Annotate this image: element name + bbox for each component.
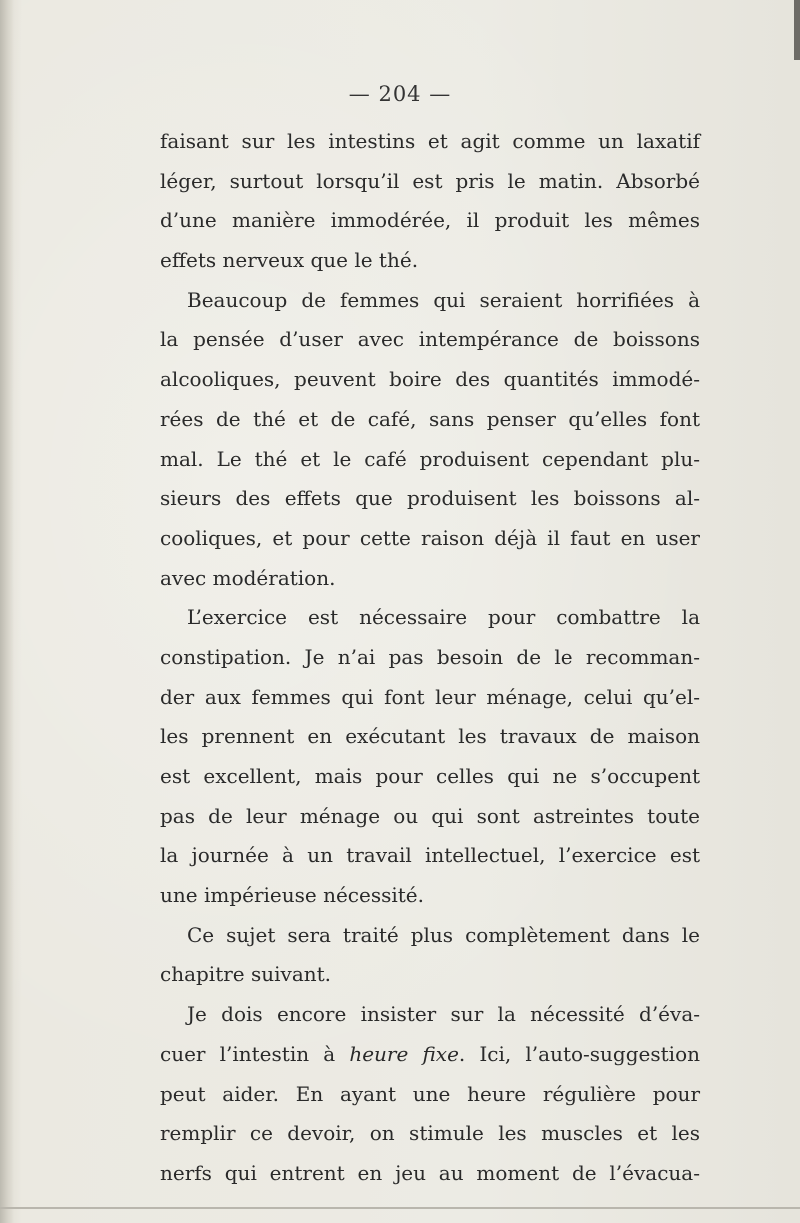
text-line: d’une manière immodérée, il produit les mêmes	[160, 208, 700, 233]
page-corner-mark	[794, 0, 800, 60]
text-line: mal. Le thé et le café produisent cependant plu-	[160, 446, 700, 471]
text-line: faisant sur les intestins et agit comme un laxatif	[160, 129, 700, 153]
text-line: les prennent en exécutant les travaux de maison	[160, 724, 700, 749]
text-segment: cuer l’intestin à	[160, 1041, 350, 1066]
text-line: la journée à un travail intellectuel, l’exercice est	[160, 843, 700, 868]
text-line: léger, surtout lorsqu’il est pris le matin. Absorbé	[160, 168, 700, 193]
text-line: sieurs des effets que produisent les boissons al-	[160, 486, 700, 511]
text-line: une impérieuse nécessité.	[160, 883, 424, 908]
text-line: pas de leur ménage ou qui sont astreintes toute	[160, 803, 700, 828]
text-line: alcooliques, peuvent boire des quantités immodé-	[160, 367, 700, 392]
text-line-with-italic	[160, 1035, 700, 1075]
text-line: L’exercice est nécessaire pour combattre la	[187, 605, 700, 630]
text-line: peut aider. En ayant une heure régulière pour	[160, 1081, 700, 1106]
text-line: est excellent, mais pour celles qui ne s’occupent	[160, 764, 700, 788]
text-line: rées de thé et de café, sans penser qu’elles font	[160, 406, 700, 431]
text-line: effets nerveux que le thé.	[160, 248, 419, 273]
page-bottom-edge	[0, 1207, 800, 1209]
text-segment: . Ici, l’auto-suggestion	[458, 1041, 700, 1066]
text-line: avec modération.	[160, 565, 336, 590]
text-line: nerfs qui entrent en jeu au moment de l’évacua-	[160, 1160, 700, 1185]
body-text	[160, 122, 700, 1194]
page-number-header: — 204 —	[348, 82, 452, 106]
italic-phrase: heure fixe	[349, 1041, 459, 1066]
text-line: Ce sujet sera traité plus complètement dans le	[187, 922, 700, 947]
text-line: der aux femmes qui font leur ménage, celui qu’el-	[160, 684, 700, 709]
text-line: Beaucoup de femmes qui seraient horrifiées à	[187, 287, 700, 312]
text-line: Je dois encore insister sur la nécessité d’éva-	[187, 1002, 700, 1027]
text-line: remplir ce devoir, on stimule les muscles et les	[160, 1121, 700, 1146]
text-line: chapitre suivant.	[160, 962, 332, 987]
text-line: la pensée d’user avec intempérance de boissons	[160, 327, 700, 352]
page-binding-edge	[0, 0, 14, 1223]
text-line: cooliques, et pour cette raison déjà il faut en user	[160, 525, 700, 550]
text-line: constipation. Je n’ai pas besoin de le recomman-	[160, 644, 700, 669]
